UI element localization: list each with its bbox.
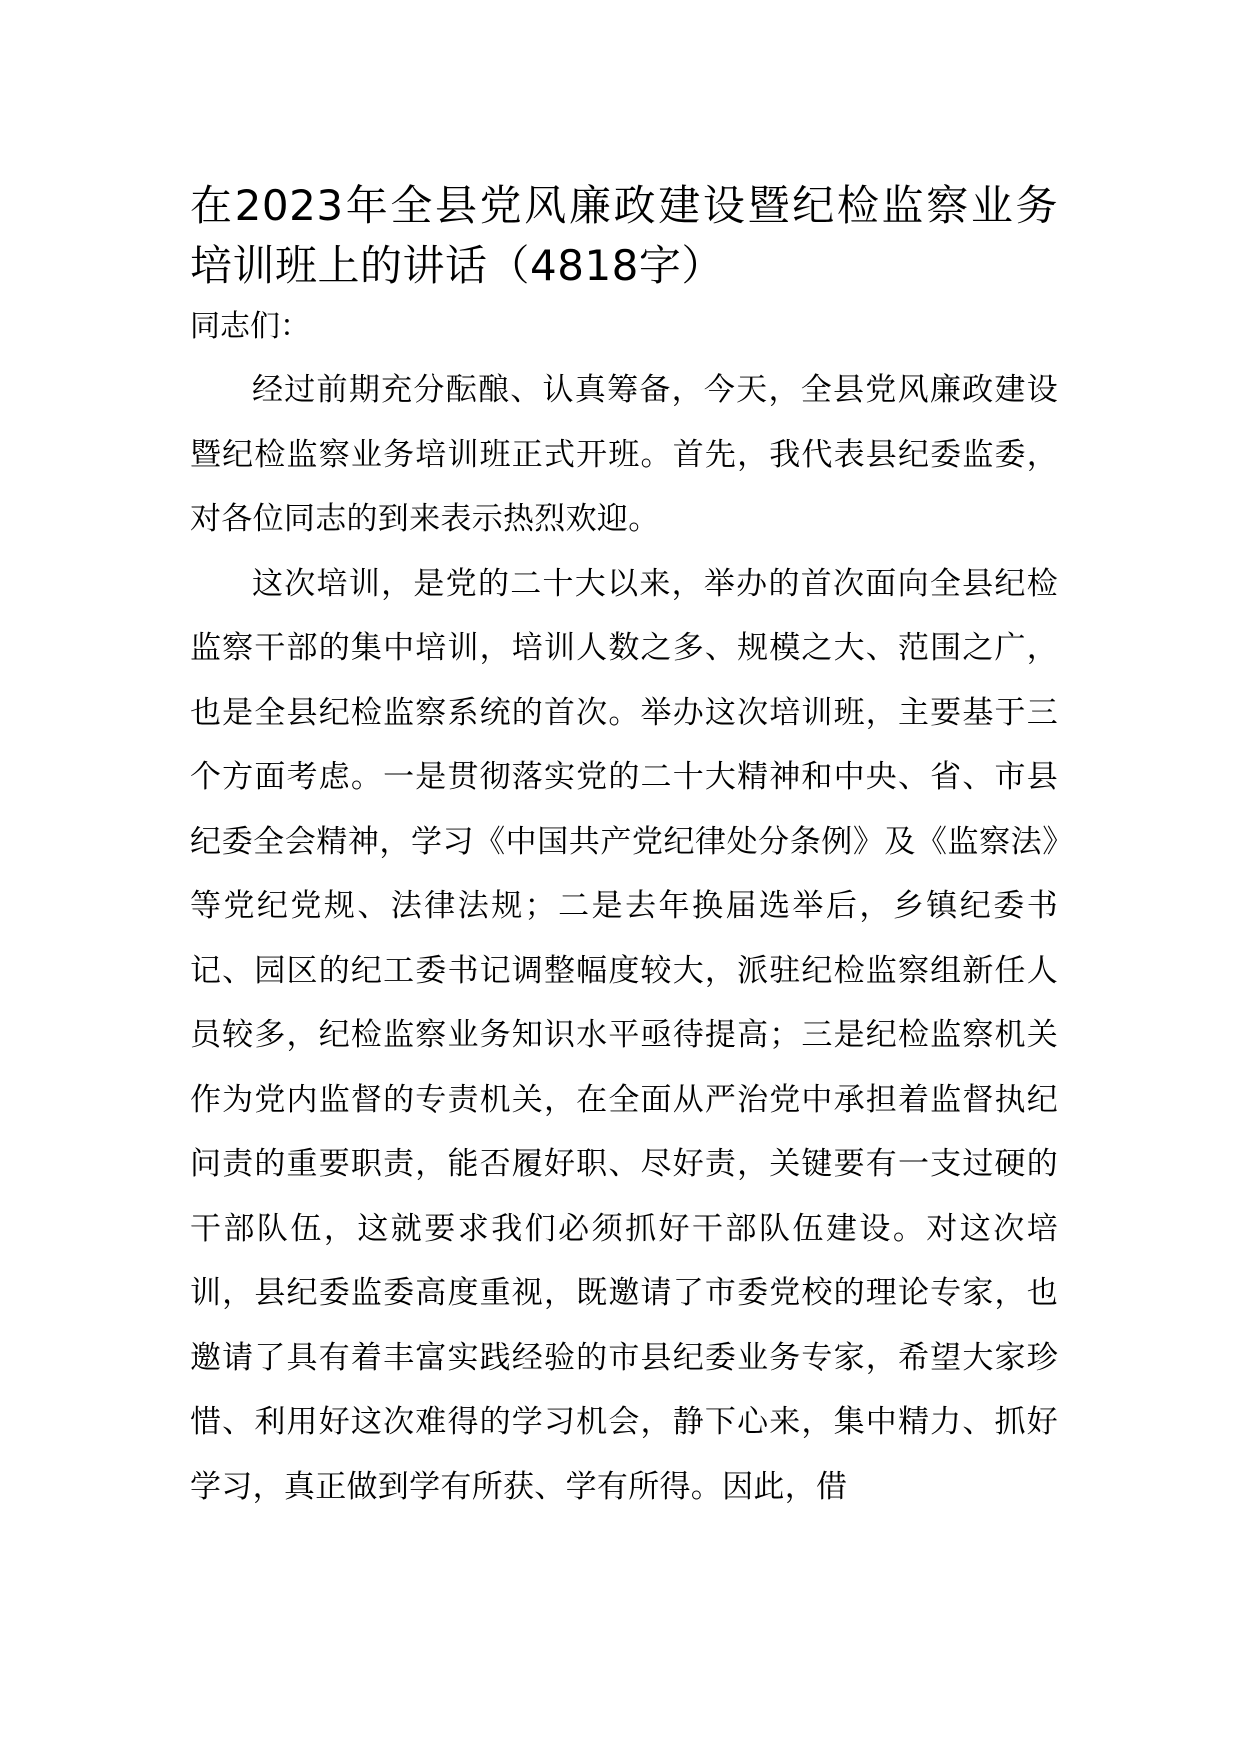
document-title: 在2023年全县党风廉政建设暨纪检监察业务培训班上的讲话（4818字） — [190, 181, 1058, 290]
paragraph-1: 经过前期充分酝酿、认真筹备，今天，全县党风廉政建设暨纪检监察业务培训班正式开班。首先，我代表县纪委监委，对各位同志的到来表示热烈欢迎。 — [190, 372, 1058, 537]
salutation: 同志们： — [190, 309, 310, 344]
paragraph-2: 这次培训，是党的二十大以来，举办的首次面向全县纪检监察干部的集中培训，培训人数之多、规模之大、范围之广，也是全县纪检监察系统的首次。举办这次培训班，主要基于三个方面考虑。一是贯彻落实党的二十大精神和中央、省、市县纪委全会精神，学习《中国共产党纪律处分条例》及《监察法》等党纪党规、法律法规；二是去年换届选举后，乡镇纪委书记、园区的纪工委书记调整幅度较大，派驻纪检监察组新任人员较多，纪检监察业务知识水平亟待提高；三是纪检监察机关作为党内监督的专责机关，在全面从严治党中承担着监督执纪问责的重要职责，能否履好职、尽好责，关键要有一支过硬的干部队伍，这就要求我们必须抓好干部队伍建设。对这次培训，县纪委监委高度重视，既邀请了市委党校的理论专家，也邀请了具有着丰富实践经验的市县纪委业务专家，希望大家珍惜、利用好这次难得的学习机会，静下心来，集中精力、抓好学习，真正做到学有所获、学有所得。因此，借 — [190, 565, 1058, 1505]
document-body — [190, 176, 1058, 1519]
